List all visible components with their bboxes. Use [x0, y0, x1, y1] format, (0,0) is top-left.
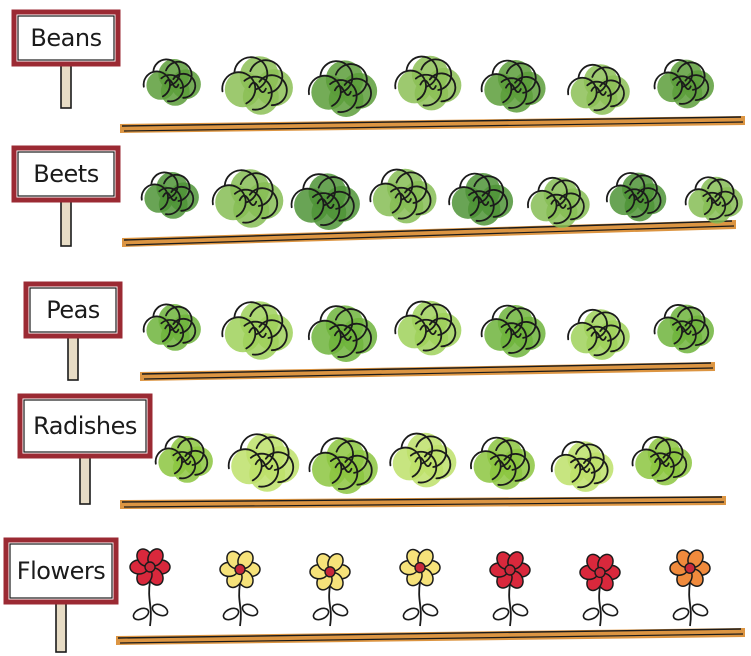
flower-center	[415, 563, 425, 573]
flower-stem	[689, 582, 691, 626]
garden-rows	[6, 12, 745, 652]
flower-stem	[239, 583, 241, 626]
sign-stake	[61, 198, 71, 246]
flower-leaf	[241, 602, 260, 618]
bush-plant	[229, 433, 300, 492]
flower	[490, 549, 530, 626]
flower-stem	[329, 586, 331, 626]
flower-leaf	[132, 606, 151, 622]
sign-label: Beans	[30, 24, 102, 52]
flower-center	[235, 564, 245, 574]
flower-center	[325, 567, 335, 577]
flower-leaf	[222, 606, 241, 622]
bush-plant	[528, 177, 590, 228]
flower-center	[595, 567, 605, 577]
flower-center	[505, 565, 515, 575]
flower-leaf	[331, 602, 350, 618]
bush-plant	[552, 441, 614, 492]
bush-plant	[144, 304, 201, 351]
flower-stem	[149, 581, 151, 626]
bush-plant	[222, 301, 293, 360]
sign-label: Peas	[46, 296, 100, 324]
flower-leaf	[151, 602, 170, 618]
bush-plant	[390, 433, 456, 488]
garden-row-radishes	[20, 396, 726, 509]
bush-plant	[607, 173, 666, 222]
flower-leaf	[421, 602, 440, 618]
garden-row-peas	[26, 284, 715, 381]
plant-bush-wash	[312, 437, 378, 494]
plant-bush-wash	[311, 60, 377, 117]
garden-row-beets	[14, 148, 743, 247]
bush-plant	[144, 59, 201, 106]
plant-bush-wash	[398, 301, 462, 356]
bush-plant	[449, 173, 513, 226]
bush-plant	[222, 56, 293, 115]
sign-stake	[61, 62, 71, 108]
flower-leaf	[601, 602, 620, 618]
bush-plant	[142, 172, 199, 219]
bush-plant	[686, 177, 743, 224]
flower-leaf	[582, 606, 601, 622]
flower-stem	[509, 584, 511, 626]
bush-plant	[655, 305, 714, 354]
plant-bush-wash	[294, 173, 360, 230]
sign-stake	[68, 334, 78, 380]
plant-bush-wash	[225, 56, 293, 115]
bush-plant	[395, 56, 461, 111]
bush-plant	[156, 436, 213, 483]
sign-stake	[56, 600, 66, 652]
flower	[130, 546, 170, 626]
bush-plant	[309, 305, 377, 362]
plant-bush-wash	[215, 169, 283, 228]
bush-plant	[309, 60, 377, 117]
garden-row-beans	[14, 12, 745, 133]
flower-leaf	[492, 606, 511, 622]
sign-label: Radishes	[33, 412, 137, 440]
bush-plant	[568, 309, 630, 360]
flower-leaf	[691, 602, 710, 618]
sign-label: Flowers	[16, 557, 106, 585]
sign-stake	[80, 454, 90, 504]
flower-leaf	[672, 606, 691, 622]
plant-bush-wash	[311, 305, 377, 362]
bush-plant	[471, 437, 535, 490]
bush-plant	[370, 169, 436, 224]
flower	[310, 551, 350, 626]
flower-leaf	[312, 606, 331, 622]
bush-plant	[568, 64, 630, 115]
bush-plant	[633, 437, 692, 486]
flower	[220, 549, 260, 626]
plant-bush-wash	[373, 169, 437, 224]
bush-plant	[482, 305, 546, 358]
flower-center	[145, 562, 155, 572]
bush-plant	[395, 301, 461, 356]
bush-plant	[482, 60, 546, 113]
flower-leaf	[511, 602, 530, 618]
flower	[580, 552, 620, 626]
bush-plant	[292, 173, 360, 230]
flower-stem	[599, 586, 601, 626]
flower-leaf	[402, 606, 421, 622]
bush-plant	[655, 60, 714, 109]
flower-center	[685, 563, 695, 573]
plant-bush-wash	[231, 433, 299, 492]
plant-bush-wash	[393, 433, 457, 488]
flower	[670, 547, 710, 626]
plant-bush-wash	[398, 56, 462, 111]
sign-label: Beets	[33, 160, 99, 188]
bush-plant	[213, 169, 284, 228]
bush-plant	[309, 437, 377, 494]
flower	[400, 547, 440, 626]
flower-stem	[419, 582, 421, 626]
plant-bush-wash	[225, 301, 293, 360]
garden-row-flowers	[6, 540, 745, 652]
